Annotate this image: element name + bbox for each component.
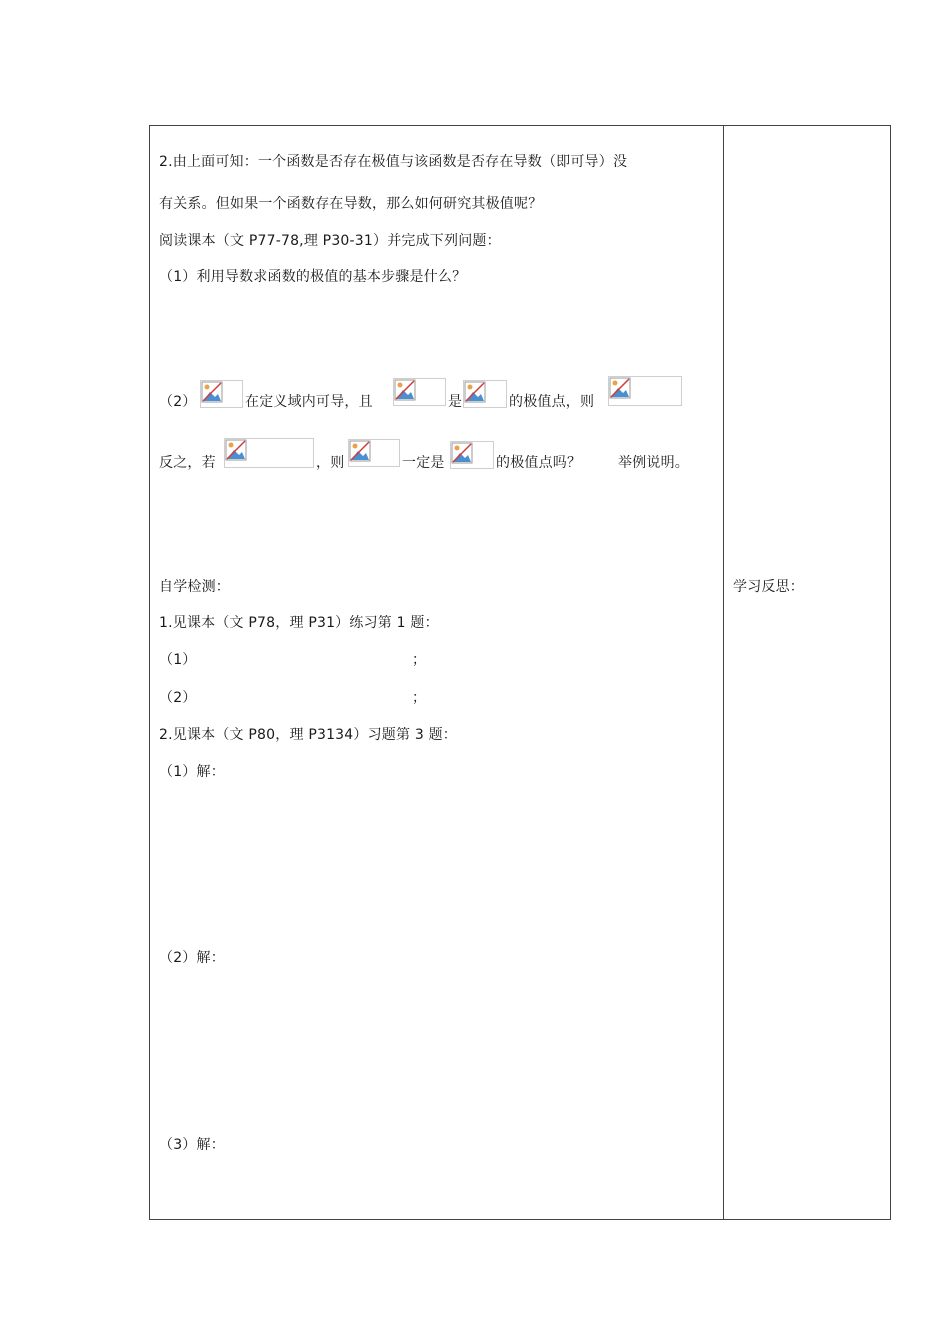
self-check-item-2: 2.见课本（文 P80，理 P3134）习题第 3 题： xyxy=(159,727,457,743)
question-1: （1）利用导数求函数的极值的基本步骤是什么？ xyxy=(159,269,467,285)
broken-image-icon xyxy=(348,439,400,467)
reflection-label: 学习反思： xyxy=(733,579,804,595)
broken-image-icon xyxy=(463,380,507,408)
answer-2-label: （2）解： xyxy=(159,950,225,966)
self-check-item-1: 1.见课本（文 P78，理 P31）练习第 1 题： xyxy=(159,615,439,631)
sub-item-1-end: ； xyxy=(412,652,427,668)
q2-cont-part-c: 的极值点吗？ xyxy=(496,455,582,471)
para1-line1: 2.由上面可知：一个函数是否存在极值与该函数是否存在导数（即可导）没 xyxy=(159,154,628,170)
column-divider xyxy=(723,125,724,1220)
broken-image-icon xyxy=(224,438,314,468)
q2-prefix: （2） xyxy=(159,394,197,410)
broken-image-icon xyxy=(450,441,494,469)
q2-cont-prefix: 反之，若 xyxy=(159,455,216,471)
q2-part-c: 的极值点，则 xyxy=(509,394,595,410)
q2-part-a: 在定义域内可导，且 xyxy=(245,394,373,410)
q2-cont-part-b: 一定是 xyxy=(402,455,445,471)
sub-item-2-label: （2） xyxy=(159,690,197,706)
sub-item-1-label: （1） xyxy=(159,652,197,668)
worksheet-table xyxy=(149,125,891,1220)
self-check-heading: 自学检测： xyxy=(159,579,230,595)
broken-image-icon xyxy=(393,378,446,406)
q2-cont-part-a: ，则 xyxy=(316,455,345,471)
reading-instruction: 阅读课本（文 P77-78,理 P30-31）并完成下列问题： xyxy=(159,233,501,249)
broken-image-icon xyxy=(608,376,682,406)
para1-line2: 有关系。但如果一个函数存在导数，那么如何研究其极值呢？ xyxy=(159,196,543,212)
answer-1-label: （1）解： xyxy=(159,764,225,780)
sub-item-2-end: ； xyxy=(412,690,427,706)
answer-3-label: （3）解： xyxy=(159,1137,225,1153)
q2-cont-part-d: 举例说明。 xyxy=(618,455,689,471)
q2-part-b: 是 xyxy=(448,394,463,410)
broken-image-icon xyxy=(200,380,243,408)
